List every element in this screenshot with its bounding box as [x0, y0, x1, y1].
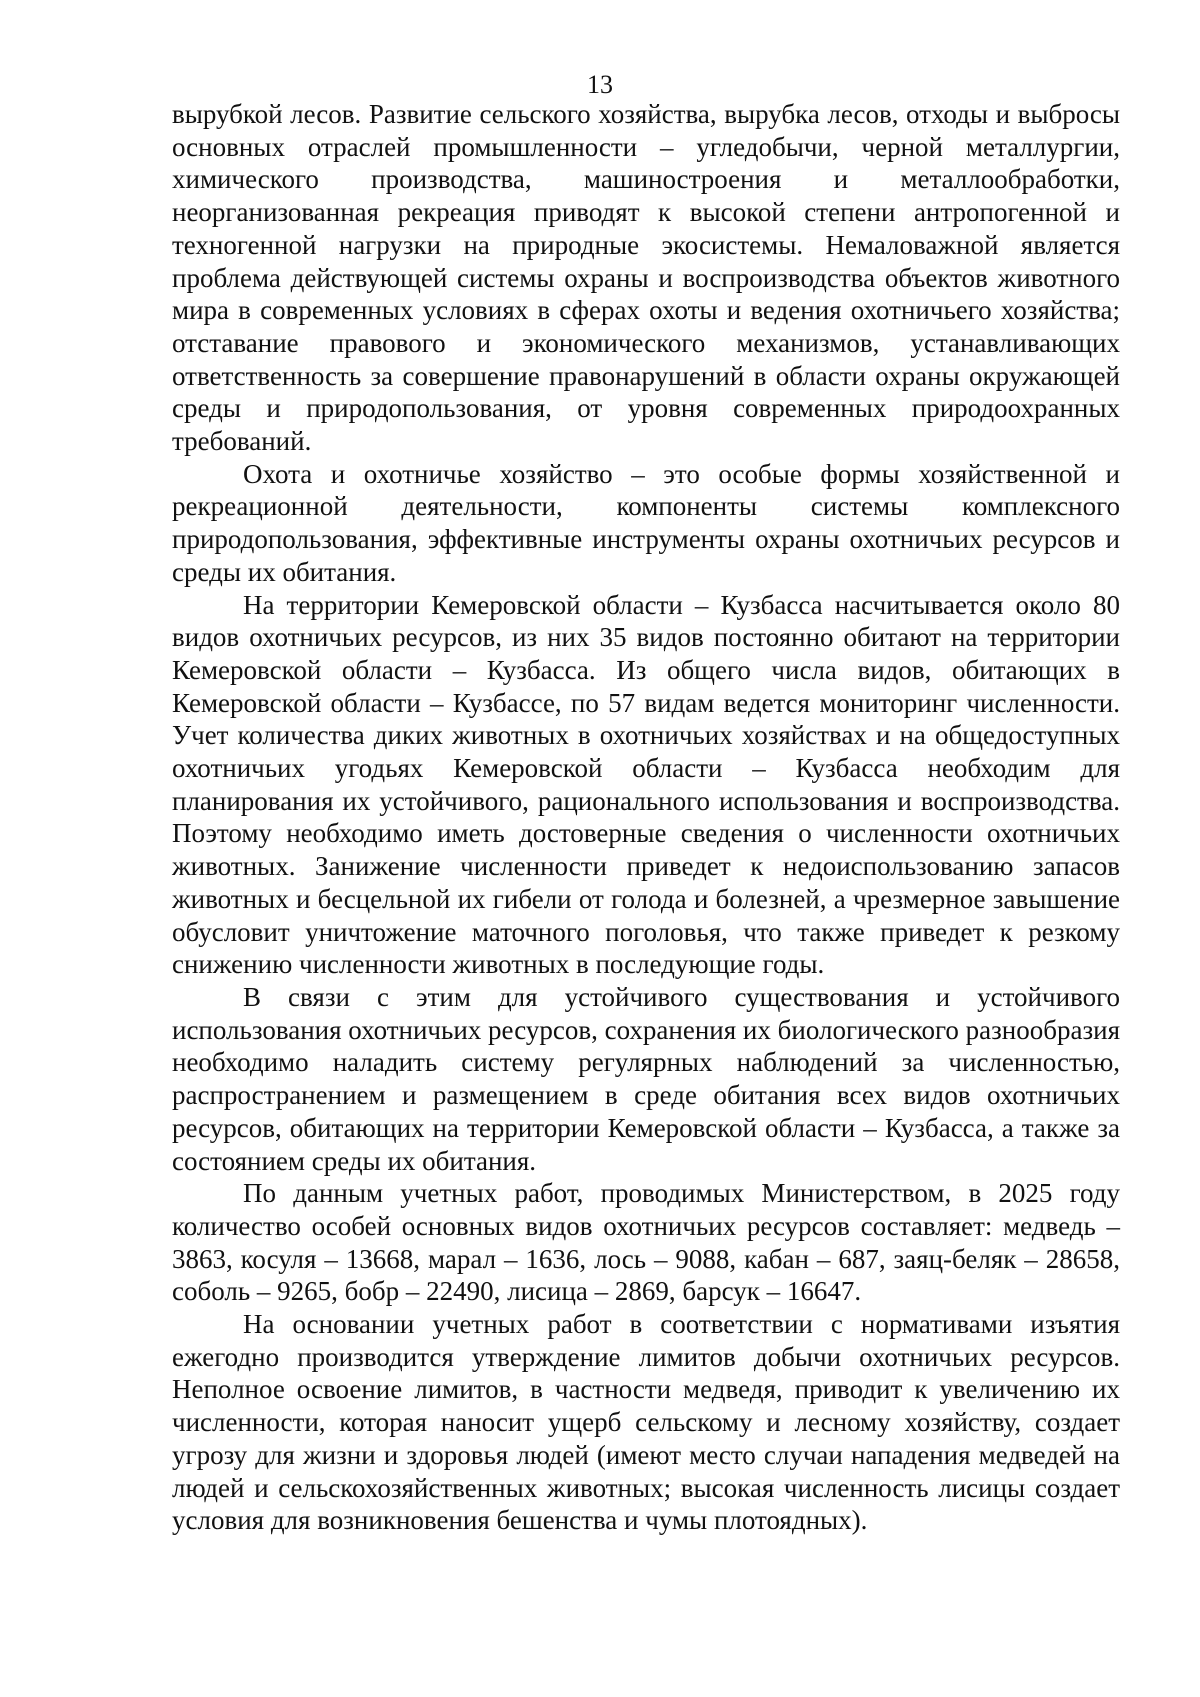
document-body	[172, 98, 1120, 1537]
page-number: 13	[587, 70, 613, 99]
paragraph-observation-system: В связи с этим для устойчивого существования и устойчивого использования охотничьих ресурсов, сохранения их биологического разнообразия необходимо наладить систему регулярных наблюдений за численностью, распространением и размещением в среде обитания всех видов охотничьих ресурсов, обитающих на территории Кемеровской области – Кузбасса, а также за состоянием среды их обитания.	[172, 981, 1120, 1176]
paragraph-harvest-limits: На основании учетных работ в соответствии с нормативами изъятия ежегодно производится утверждение лимитов добычи охотничьих ресурсов. Неполное освоение лимитов, в частности медведя, приводит к увеличению их численности, которая наносит ущерб сельскому и лесному хозяйству, создает угрозу для жизни и здоровья людей (имеют место случаи нападения медведей на людей и сельскохозяйственных животных; высокая численность лисицы создает условия для возникновения бешенства и чумы плотоядных).	[172, 1309, 1120, 1536]
paragraph-population-counts: По данным учетных работ, проводимых Министерством, в 2025 году количество особей основных видов охотничьих ресурсов составляет: медведь – 3863, косуля – 13668, марал – 1636, лось – 9088, кабан – 687, заяц-беляк – 28658, соболь – 9265, бобр – 22490, лисица – 2869, барсук – 16647.	[172, 1178, 1120, 1307]
paragraph-species-monitoring: На территории Кемеровской области – Кузбасса насчитывается около 80 видов охотничьих ресурсов, из них 35 видов постоянно обитают на территории Кемеровской области – Кузбасса. Из общего числа видов, обитающих в Кемеровской области – Кузбассе, по 57 видам ведется мониторинг численности. Учет количества диких животных в охотничьих хозяйствах и на общедоступных охотничьих угодьях Кемеровской области – Кузбасса необходим для планирования их устойчивого, рационального использования и воспроизводства. Поэтому необходимо иметь достоверные сведения о численности охотничьих животных. Занижение численности приведет к недоиспользованию запасов животных и бесцельной их гибели от голода и болезней, а чрезмерное завышение обусловит уничтожение маточного поголовья, что также приведет к резкому снижению численности животных в последующие годы.	[172, 589, 1120, 980]
paragraph-continuation: вырубкой лесов. Развитие сельского хозяйства, вырубка лесов, отходы и выбросы основных отраслей промышленности – угледобычи, черной металлургии, химического производства, машиностроения и металлообработки, неорганизованная рекреация приводят к высокой степени антропогенной и техногенной нагрузки на природные экосистемы. Немаловажной является проблема действующей системы охраны и воспроизводства объектов животного мира в современных условиях в сферах охоты и ведения охотничьего хозяйства; отставание правового и экономического механизмов, устанавливающих ответственность за совершение правонарушений в области охраны окружающей среды и природопользования, от уровня современных природоохранных требований.	[172, 99, 1120, 457]
paragraph-hunting-definition: Охота и охотничье хозяйство – это особые формы хозяйственной и рекреационной деятельности, компоненты системы комплексного природопользования, эффективные инструменты охраны охотничьих ресурсов и среды их обитания.	[172, 458, 1120, 587]
